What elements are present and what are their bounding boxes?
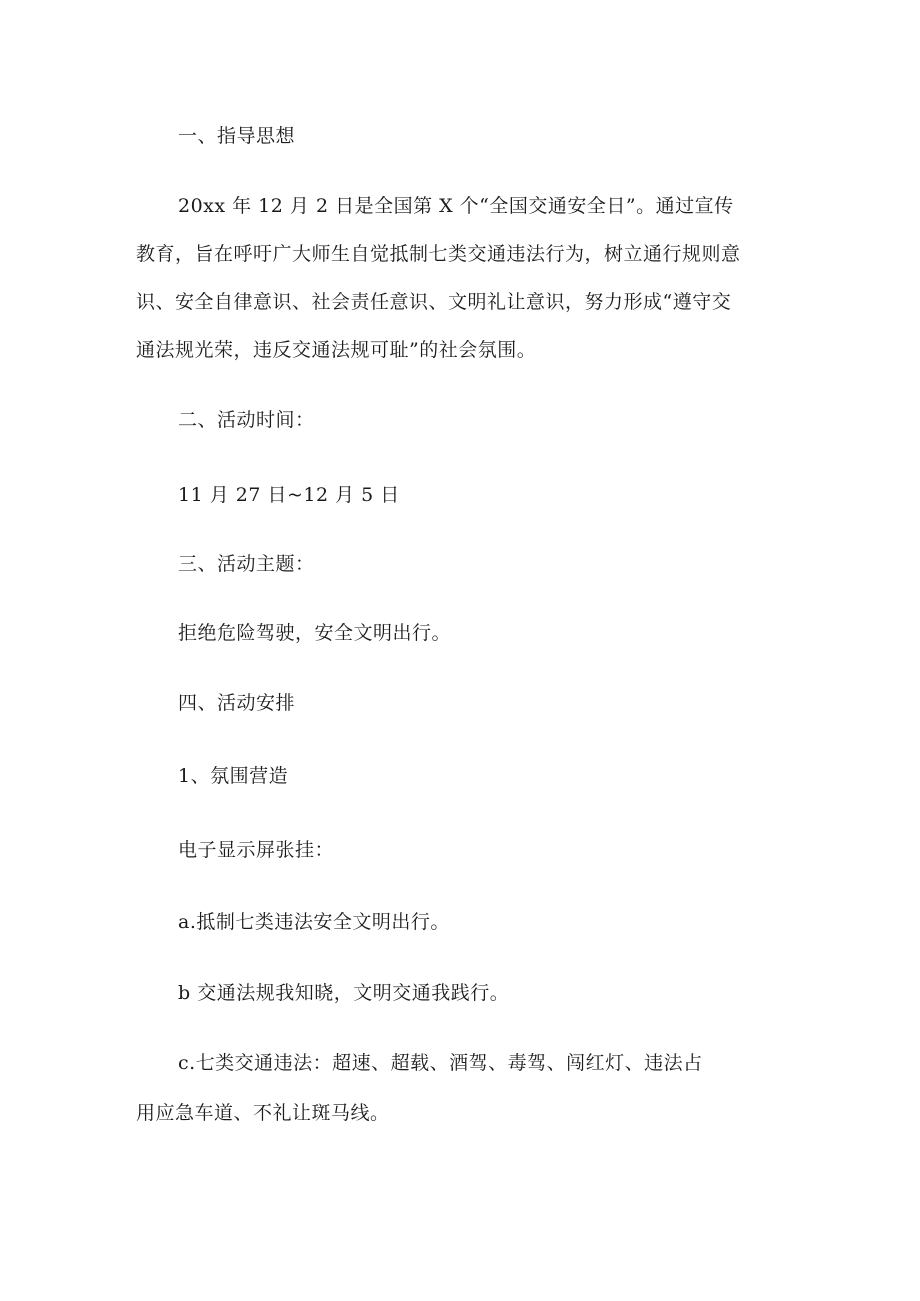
section1-para-line-1: 20xx 年 12 月 2 日是全国第 X 个“全国交通安全日”。通过宣传 [178, 195, 734, 217]
section2-value: 11 月 27 日~12 月 5 日 [178, 484, 400, 506]
item-a: a.抵制七类违法安全文明出行。 [178, 911, 450, 933]
section3-value: 拒绝危险驾驶，安全文明出行。 [178, 622, 452, 644]
section1-heading: 一、指导思想 [178, 125, 296, 147]
section1-para-line-4: 通法规光荣，违反交通法规可耻”的社会氛围。 [136, 339, 537, 361]
section4-heading: 四、活动安排 [178, 692, 296, 714]
section1-para-line-3: 识、安全自律意识、社会责任意识、文明礼让意识，努力形成“遵守交 [136, 291, 732, 313]
sub1-intro: 电子显示屏张挂： [178, 839, 335, 861]
section2-heading: 二、活动时间： [178, 409, 315, 431]
item-c-line-1: c.七类交通违法：超速、超载、酒驾、毒驾、闯红灯、违法占 [178, 1052, 703, 1074]
item-b: b 交通法规我知晓，文明交通我践行。 [178, 982, 510, 1004]
item-c-line-2: 用应急车道、不礼让斑马线。 [136, 1102, 390, 1124]
section1-para-line-2: 教育，旨在呼吁广大师生自觉抵制七类交通违法行为，树立通行规则意 [136, 243, 741, 265]
section3-heading: 三、活动主题： [178, 553, 315, 575]
sub1-heading: 1、氛围营造 [178, 765, 289, 787]
